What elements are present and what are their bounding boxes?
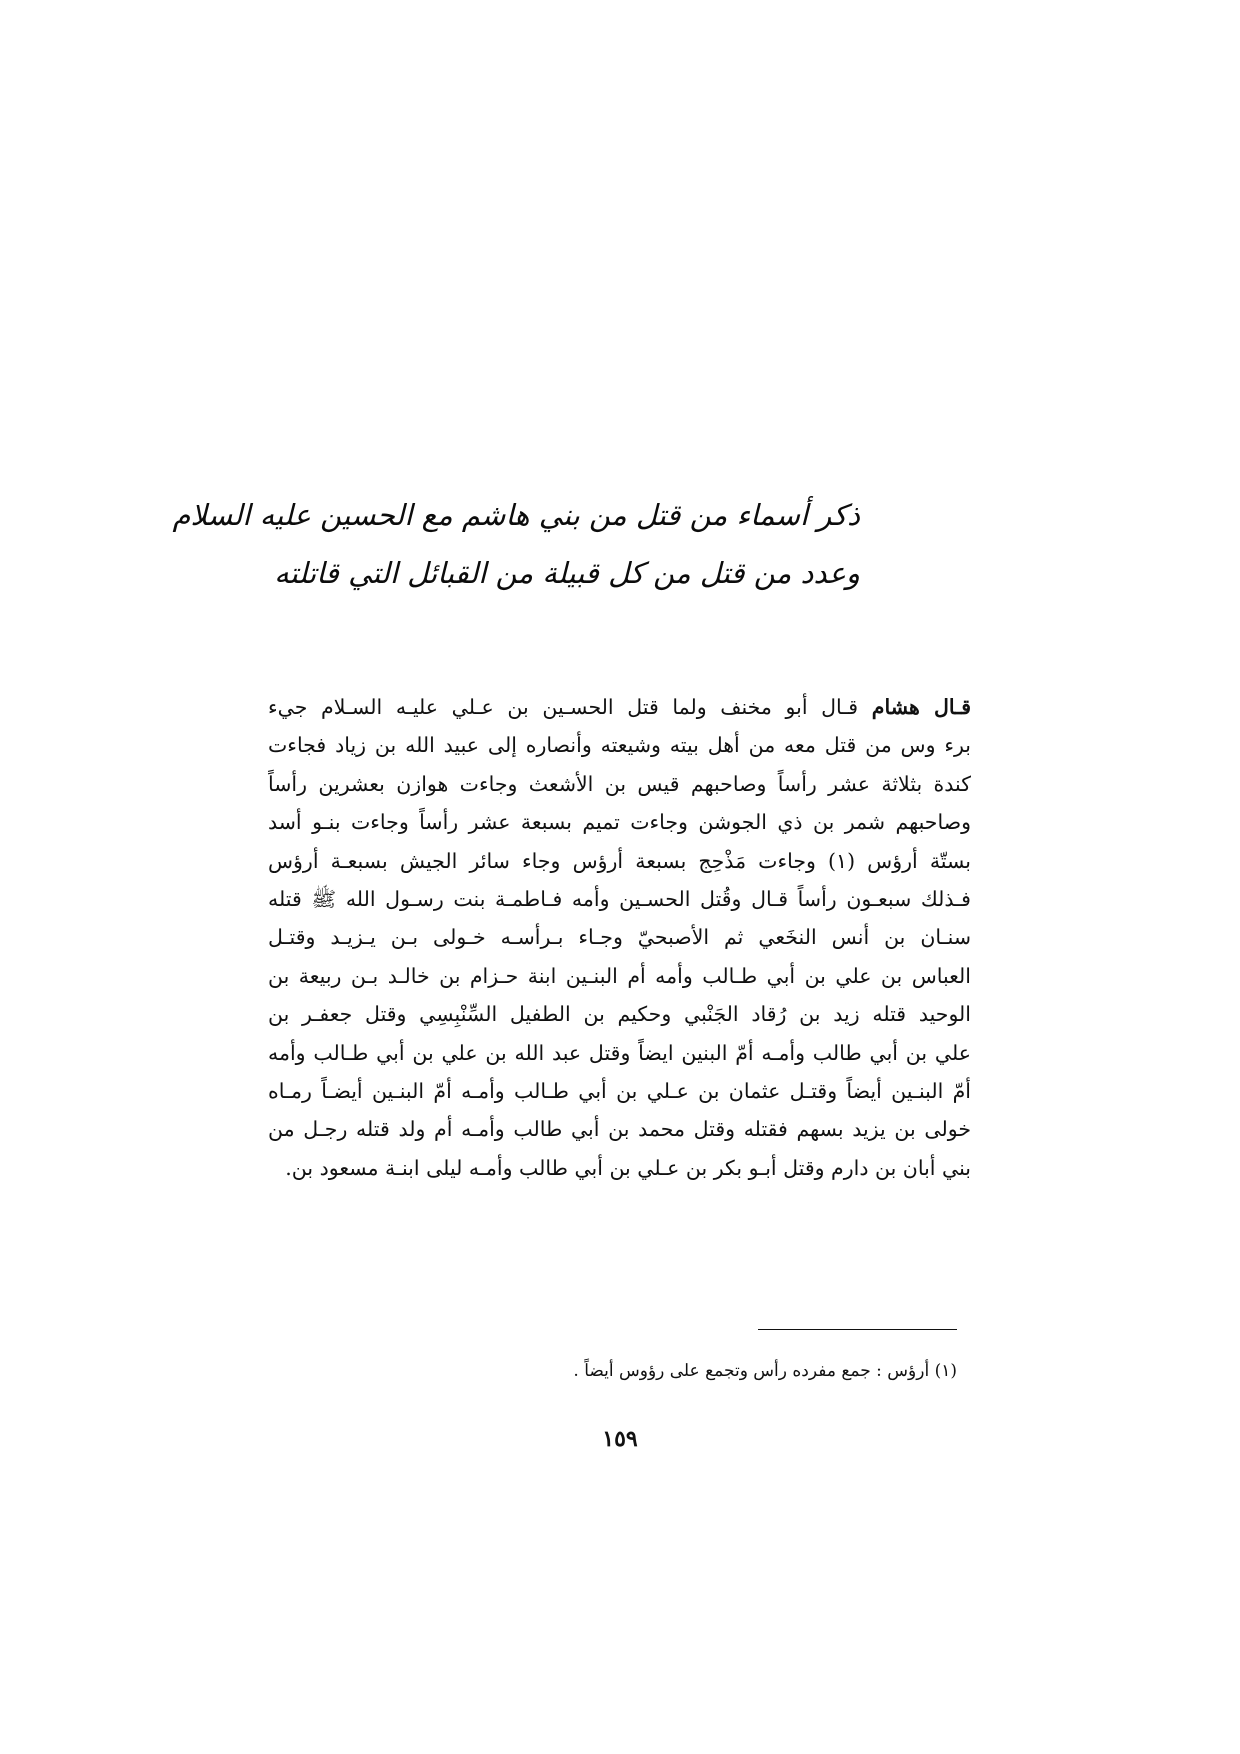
page-number: ١٥٩ [602,1426,638,1452]
body-line-9: الوحيد قتله زيد بن رُقاد الجَنْبي وحكيم بن الطفيل السِّنْبِسِي وقتل جعفـر بن [268,1002,971,1027]
body-line-1 [268,688,971,726]
body-line-3: كندة بثلاثة عشر رأساً وصاحبهم قيس بن الأشعث وجاءت هوازن بعشرين رأساً [268,771,971,796]
body-line-2: برء وس من قتل معه من أهل بيته وشيعته وأنصاره إلى عبيد الله بن زياد فجاءت [268,733,971,758]
body-line-8: العباس بن علي بن أبي طـالب وأمه أم البنـين ابنة حـزام بن خالـد بـن ربيعة بن [268,963,971,988]
body-line-13: بني أبان بن دارم وقتل أبـو بكر بن عـلي بن أبي طالب وأمـه ليلى ابنـة مسعود بن. [285,1155,971,1180]
chapter-title [172,486,860,602]
body-line-7: سنـان بن أنس النخَعي ثم الأصبحيّ وجـاء بـرأسـه خـولى بـن يـزيـد وقتـل [268,925,971,950]
body-line-11: أمّ البنـين أيضاً وقتـل عثمان بن عـلي بن أبي طـالب وأمـه أمّ البنـين أيضـاً رمـاه [268,1078,971,1103]
chapter-title-line-1: ذكر أسماء من قتل من بني هاشم مع الحسين عليه السلام [172,498,860,532]
body-lead: قـال هشام [871,695,971,719]
footnote: (١) أرؤس : جمع مفرده رأس وتجمع على رؤوس أيضاً . [573,1361,957,1381]
body-line-6: فـذلك سبعـون رأساً قـال وقُتل الحسـين وأمه فـاطمـة بنت رسـول الله ﷺ قتله [268,886,971,911]
footnote-divider [758,1329,957,1330]
body-line-4: وصاحبهم شمر بن ذي الجوشن وجاءت تميم بسبعة عشر رأساً وجاءت بنـو أسد [268,810,971,835]
body-paragraph [268,688,971,1187]
body-line-10: علي بن أبي طالب وأمـه أمّ البنين ايضاً وقتل عبد الله بن علي بن أبي طـالب وأمه [268,1040,971,1065]
body-line-5: بستّة أرؤس (١) وجاءت مَذْحِج بسبعة أرؤس وجاء سائر الجيش بسبعـة أرؤس [268,848,971,873]
body-line-1-text: قـال أبو مخنف ولما قتل الحسـين بن عـلي عليـه السـلام جيء [268,695,859,719]
chapter-title-line-2: وعدد من قتل من كل قبيلة من القبائل التي قاتلته [274,556,860,590]
body-line-12: خولى بن يزيد بسهم فقتله وقتل محمد بن أبي طالب وأمـه أم ولد قتله رجـل من [268,1117,971,1142]
